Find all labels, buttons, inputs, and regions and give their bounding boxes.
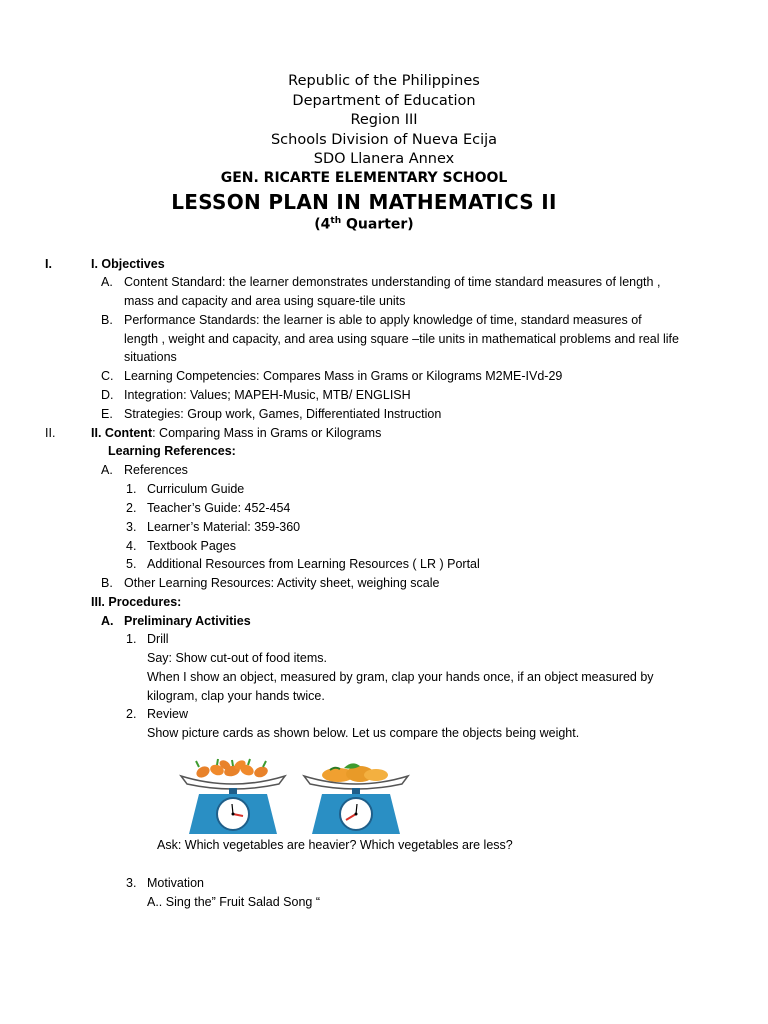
review-label: Review — [147, 707, 188, 721]
ref-1-text: Curriculum Guide — [147, 482, 245, 496]
ref-2-number: 2. — [126, 501, 137, 515]
objective-a-marker: A. — [101, 275, 113, 289]
lesson-title: LESSON PLAN IN MATHEMATICS II — [171, 190, 557, 214]
objective-e-line1: Strategies: Group work, Games, Differentiated Instruction — [124, 407, 442, 421]
carrots-icon — [194, 758, 269, 780]
document-header — [0, 72, 768, 170]
learning-references-label: Learning References: — [108, 444, 236, 458]
objective-d-marker: D. — [101, 388, 114, 402]
preliminary-a-marker: A. — [101, 614, 114, 628]
objective-e-marker: E. — [101, 407, 113, 421]
drill-number: 1. — [126, 632, 137, 646]
header-line-region: Region III — [350, 112, 418, 128]
section2-roman: II. — [45, 426, 56, 440]
review-number: 2. — [126, 707, 137, 721]
objective-b-marker: B. — [101, 313, 113, 327]
scale-with-squash-image — [300, 758, 412, 834]
ref-2-text: Teacher’s Guide: 452-454 — [147, 501, 291, 515]
objective-a-line1: Content Standard: the learner demonstrates understanding of time standard measures of length , — [124, 275, 661, 289]
header-line-department: Department of Education — [292, 92, 476, 109]
objective-c-marker: C. — [101, 369, 114, 383]
references-a-label: References — [124, 463, 188, 477]
drill-line2: When I show an object, measured by gram, clap your hands once, if an object measured by — [147, 670, 654, 684]
objective-b-line1: Performance Standards: the learner is able to apply knowledge of time, standard measures of — [124, 313, 642, 327]
section2-title-bold: II. Content — [91, 426, 153, 440]
references-b-marker: B. — [101, 576, 113, 590]
ref-3-number: 3. — [126, 520, 137, 534]
quarter-label — [0, 216, 728, 233]
references-b-text: Other Learning Resources: Activity sheet, weighing scale — [124, 576, 440, 590]
objective-b-line2: length , weight and capacity, and area using square –tile units in mathematical problems and real life — [124, 332, 679, 346]
school-name: GEN. RICARTE ELEMENTARY SCHOOL — [220, 170, 508, 186]
review-text: Show picture cards as shown below. Let us compare the objects being weight. — [147, 726, 580, 740]
squash-icon — [322, 763, 388, 782]
preliminary-activities-label: Preliminary Activities — [124, 614, 251, 628]
ref-4-number: 4. — [126, 539, 137, 553]
quarter-open: (4 — [314, 216, 331, 233]
header-line-republic: Republic of the Philippines — [288, 73, 480, 89]
header-line-sdo: SDO Llanera Annex — [313, 151, 455, 167]
ref-3-text: Learner’s Material: 359-360 — [147, 520, 301, 534]
ref-1-number: 1. — [126, 482, 137, 496]
motivation-label: Motivation — [147, 876, 204, 890]
ref-5-text: Additional Resources from Learning Resources ( LR ) Portal — [147, 557, 480, 571]
objective-d-line1: Integration: Values; MAPEH-Music, MTB/ ENGLISH — [124, 388, 411, 402]
drill-line1: Say: Show cut-out of food items. — [147, 651, 327, 665]
header-line-division: Schools Division of Nueva Ecija — [270, 131, 498, 148]
motivation-text: A.. Sing the” Fruit Salad Song “ — [147, 895, 321, 909]
section2-title-rest: : Comparing Mass in Grams or Kilograms — [152, 426, 382, 440]
section1-title: I. Objectives — [91, 257, 165, 271]
section1-roman: I. — [45, 257, 52, 271]
section2-title — [91, 424, 381, 443]
quarter-sup: th — [330, 216, 342, 226]
drill-label: Drill — [147, 632, 169, 646]
objective-c-line1: Learning Competencies: Compares Mass in Grams or Kilograms M2ME-IVd-29 — [124, 369, 563, 383]
scale-with-carrots-image — [177, 758, 289, 834]
quarter-close: Quarter) — [341, 216, 414, 233]
ref-5-number: 5. — [126, 557, 137, 571]
drill-line3: kilogram, clap your hands twice. — [147, 689, 325, 703]
references-a-marker: A. — [101, 463, 113, 477]
ref-4-text: Textbook Pages — [147, 539, 236, 553]
motivation-number: 3. — [126, 876, 137, 890]
ask-question: Ask: Which vegetables are heavier? Which vegetables are less? — [157, 838, 513, 852]
section3-title: III. Procedures: — [91, 595, 182, 609]
objective-a-line2: mass and capacity and area using square-tile units — [124, 294, 406, 308]
objective-b-line3: situations — [124, 350, 177, 364]
